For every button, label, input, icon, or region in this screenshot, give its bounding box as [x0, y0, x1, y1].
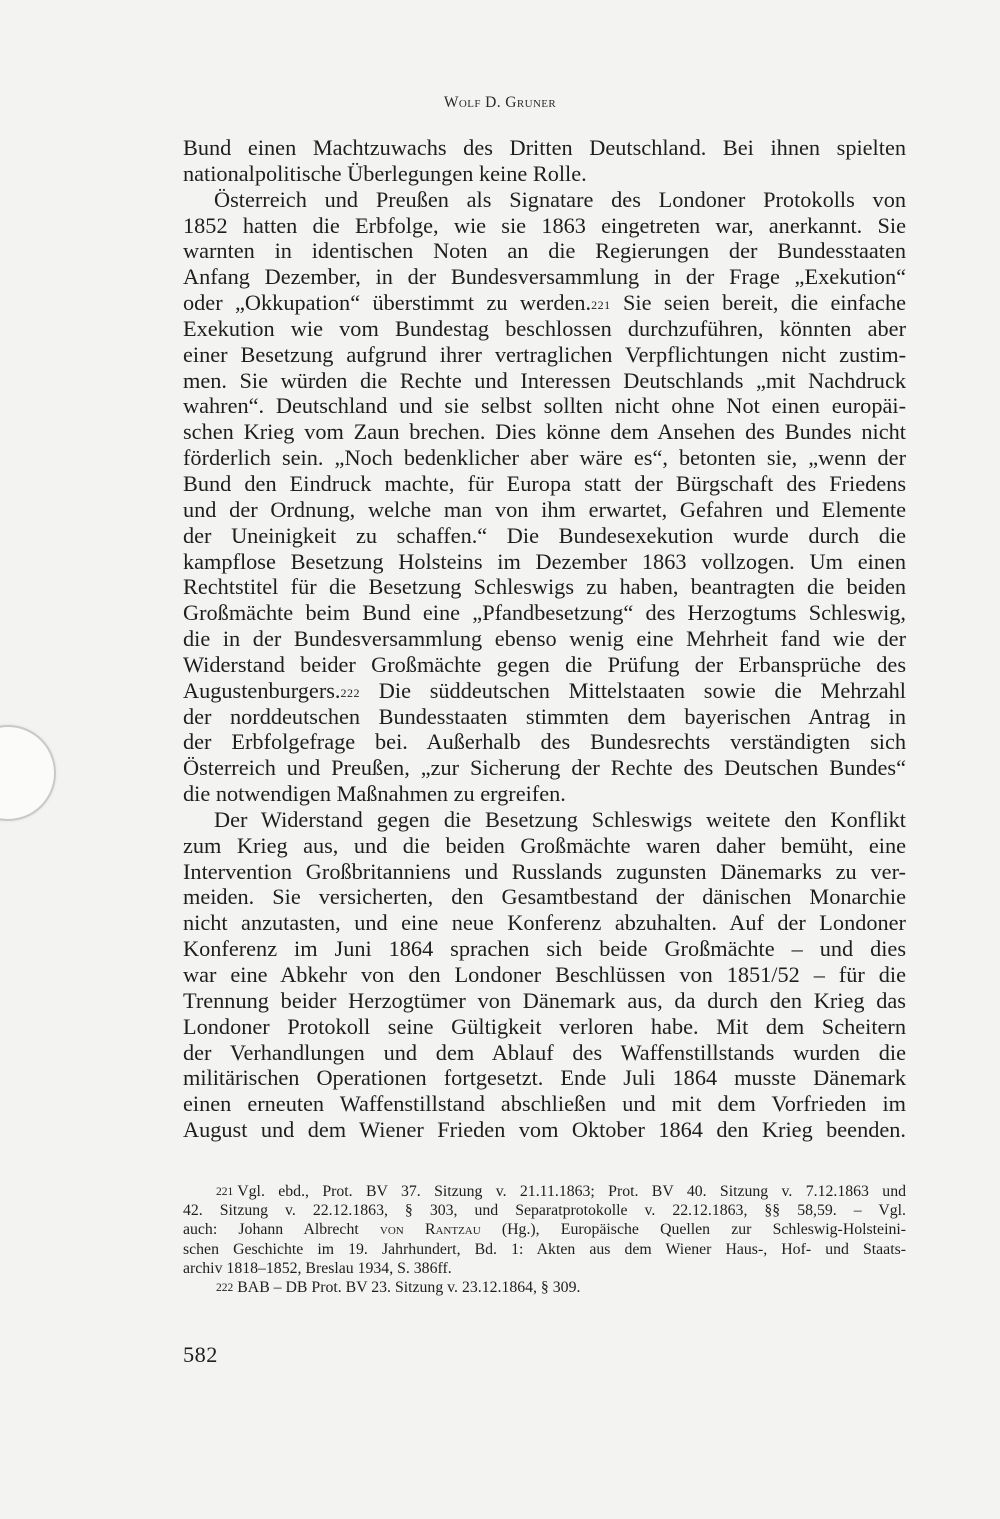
body-line — [183, 497, 906, 523]
body-line — [183, 445, 906, 471]
body-line — [183, 704, 906, 730]
body-line-text: Londoner Protokoll seine Gültigkeit verloren habe. Mit dem Scheitern — [183, 1013, 906, 1039]
body-line-text: wahren“. Deutschland und sie selbst sollten nicht ohne Not einen europäi- — [183, 393, 906, 419]
body-line-text: warnten in identischen Noten an die Regierungen der Bundesstaaten — [183, 238, 906, 264]
footnote-text: Vgl. ebd., Prot. BV 37. Sitzung v. 21.11.1863; Prot. BV 40. Sitzung v. 7.12.1863 und — [237, 1183, 906, 1200]
body-text — [183, 135, 906, 1143]
body-line-text: nicht anzutasten, und eine neue Konferenz abzuhalten. Auf der Londoner — [183, 910, 906, 936]
footnote-author-name: von Rantzau — [379, 1221, 481, 1239]
body-line-text: Konferenz im Juni 1864 sprachen sich beide Großmächte – und dies — [183, 936, 906, 962]
body-line — [183, 729, 906, 755]
body-line-text: zum Krieg aus, und die beiden Großmächte waren daher bemüht, eine — [183, 832, 906, 858]
body-line — [183, 135, 906, 161]
body-line — [183, 910, 906, 936]
body-line — [183, 626, 906, 652]
body-line-text: August und dem Wiener Frieden vom Oktober 1864 den Krieg beenden. — [183, 1117, 906, 1143]
body-line-text: der norddeutschen Bundesstaaten stimmten dem bayerischen Antrag in — [183, 703, 906, 729]
body-line-text-continued: Die süddeutschen Mittelstaaten sowie die Mehrzahl — [360, 677, 906, 703]
body-line-text: Bund einen Machtzuwachs des Dritten Deutschland. Bei ihnen spielten — [183, 135, 906, 160]
body-line-text: Der Widerstand gegen die Besetzung Schleswigs weitete den Konflikt — [214, 806, 906, 832]
body-line-text: nationalpolitische Überlegungen keine Rolle. — [183, 160, 587, 186]
footnote-text: BAB – DB Prot. BV 23. Sitzung v. 23.12.1864, § 309. — [237, 1278, 581, 1296]
body-line-text: einen erneuten Waffenstillstand abschließen und mit dem Vorfrieden im — [183, 1091, 906, 1117]
footnote-text: archiv 1818–1852, Breslau 1934, S. 386ff. — [183, 1259, 452, 1277]
body-line — [183, 600, 906, 626]
body-line — [183, 859, 906, 885]
body-line — [183, 884, 906, 910]
body-line-text: Österreich und Preußen, „zur Sicherung der Rechte des Deutschen Bundes“ — [183, 755, 906, 781]
body-line — [183, 781, 906, 807]
footnote-reference[interactable]: 222 — [340, 685, 361, 700]
body-line-text: einer Besetzung aufgrund ihrer vertraglichen Verpflichtungen nicht zustim- — [183, 341, 906, 367]
body-line — [183, 342, 906, 368]
body-line-text: kampflose Besetzung Holsteins im Dezember 1863 vollzogen. Um einen — [183, 548, 906, 574]
body-line-text: Intervention Großbritanniens und Russlands zugunsten Dänemarks zu ver- — [183, 858, 906, 884]
footnote-line — [183, 1182, 906, 1201]
page-clip-shape — [0, 725, 56, 821]
body-line — [183, 549, 906, 575]
body-line — [183, 419, 906, 445]
body-line-text: Rechtstitel für die Besetzung Schleswigs zu haben, beantragten die beiden — [183, 574, 906, 600]
footnote — [183, 1278, 906, 1297]
footnotes — [183, 1182, 906, 1297]
body-line-text: Exekution wie vom Bundestag beschlossen durchzuführen, könnten aber — [183, 315, 906, 341]
body-line — [183, 678, 906, 704]
footnote-line — [183, 1220, 906, 1239]
body-line — [183, 1014, 906, 1040]
body-line — [183, 1117, 906, 1143]
footnote-line — [183, 1259, 906, 1278]
body-line-text: 1852 hatten die Erbfolge, wie sie 1863 eingetreten war, anerkannt. Sie — [183, 212, 906, 238]
body-line-text: oder „Okkupation“ überstimmt zu werden. — [183, 290, 592, 316]
footnote-number: 222 — [216, 1281, 234, 1294]
body-line-text: der Verhandlungen und dem Ablauf des Waffenstillstands wurden die — [183, 1039, 906, 1065]
body-line — [183, 238, 906, 264]
body-line — [183, 652, 906, 678]
body-line-text: der Uneinigkeit zu schaffen.“ Die Bundesexekution wurde durch die — [183, 522, 906, 548]
body-line-text: und der Ordnung, welche man von ihm erwartet, Gefahren und Elemente — [183, 496, 906, 522]
footnote-reference[interactable]: 221 — [591, 298, 611, 313]
body-line — [183, 1091, 906, 1117]
body-line-text: Augustenburgers. — [183, 677, 341, 703]
body-line — [183, 161, 906, 187]
body-line-text-continued: Sie seien bereit, die einfache — [610, 290, 906, 316]
footnote — [183, 1182, 906, 1278]
body-line-text: die notwendigen Maßnahmen zu ergreifen. — [183, 781, 566, 807]
body-line-text: meiden. Sie versicherten, den Gesamtbestand der dänischen Monarchie — [183, 884, 906, 910]
body-line-text: Österreich und Preußen als Signatare des Londoner Protokolls von — [214, 186, 906, 212]
footnote-text: 42. Sitzung v. 22.12.1863, § 303, und Separatprotokolle v. 22.12.1863, §§ 58,59. – Vgl. — [183, 1202, 906, 1220]
footnote-line — [183, 1201, 906, 1220]
body-line — [183, 833, 906, 859]
footnote-text: auch: Johann Albrecht — [183, 1221, 380, 1239]
body-line-text: schen Krieg vom Zaun brechen. Dies könne dem Ansehen des Bundes nicht — [183, 419, 906, 445]
footnote-number: 221 — [216, 1186, 234, 1198]
body-line — [183, 962, 906, 988]
body-line-text: förderlich sein. „Noch bedenklicher aber wäre es“, betonten sie, „wenn der — [183, 445, 906, 471]
body-line — [183, 1040, 906, 1066]
body-line-text: Bund den Eindruck machte, für Europa statt der Bürgschaft des Friedens — [183, 470, 906, 496]
footnote-text: schen Geschichte im 19. Jahrhundert, Bd. 1: Akten aus dem Wiener Haus-, Hof- und Staats- — [183, 1240, 906, 1258]
body-line — [183, 471, 906, 497]
body-line — [183, 290, 906, 316]
body-line — [183, 1065, 906, 1091]
body-line-text: der Erbfolgefrage bei. Außerhalb des Bundesrechts verständigten sich — [183, 729, 906, 755]
footnote-text-continued: (Hg.), Europäische Quellen zur Schleswig-Holsteini- — [480, 1221, 907, 1239]
body-line — [183, 936, 906, 962]
body-line — [183, 523, 906, 549]
running-head: Wolf D. Gruner — [443, 94, 557, 111]
body-line-text: Großmächte beim Bund eine „Pfandbesetzung“ des Herzogtums Schleswig, — [183, 600, 906, 626]
body-line — [183, 368, 906, 394]
body-line — [183, 574, 906, 600]
page-number: 582 — [183, 1342, 218, 1367]
body-line-text: Anfang Dezember, in der Bundesversammlung in der Frage „Exekution“ — [183, 264, 906, 290]
body-line — [183, 755, 906, 781]
body-line — [183, 807, 906, 833]
body-line — [183, 187, 906, 213]
body-line — [183, 316, 906, 342]
body-line-text: war eine Abkehr von den Londoner Beschlüssen von 1851/52 – für die — [183, 962, 906, 987]
body-line — [183, 393, 906, 419]
body-line — [183, 213, 906, 239]
body-line-text: militärischen Operationen fortgesetzt. Ende Juli 1864 musste Dänemark — [183, 1065, 906, 1091]
body-line — [183, 988, 906, 1014]
footnote-line — [183, 1240, 906, 1259]
body-line — [183, 264, 906, 290]
footnote-line — [183, 1278, 906, 1297]
body-line-text: die in der Bundesversammlung ebenso wenig eine Mehrheit fand wie der — [183, 626, 906, 652]
body-line-text: Widerstand beider Großmächte gegen die Prüfung der Erbansprüche des — [183, 651, 906, 677]
body-line-text: men. Sie würden die Rechte und Interessen Deutschlands „mit Nachdruck — [183, 367, 906, 393]
body-line-text: Trennung beider Herzogtümer von Dänemark aus, da durch den Krieg das — [183, 987, 906, 1013]
